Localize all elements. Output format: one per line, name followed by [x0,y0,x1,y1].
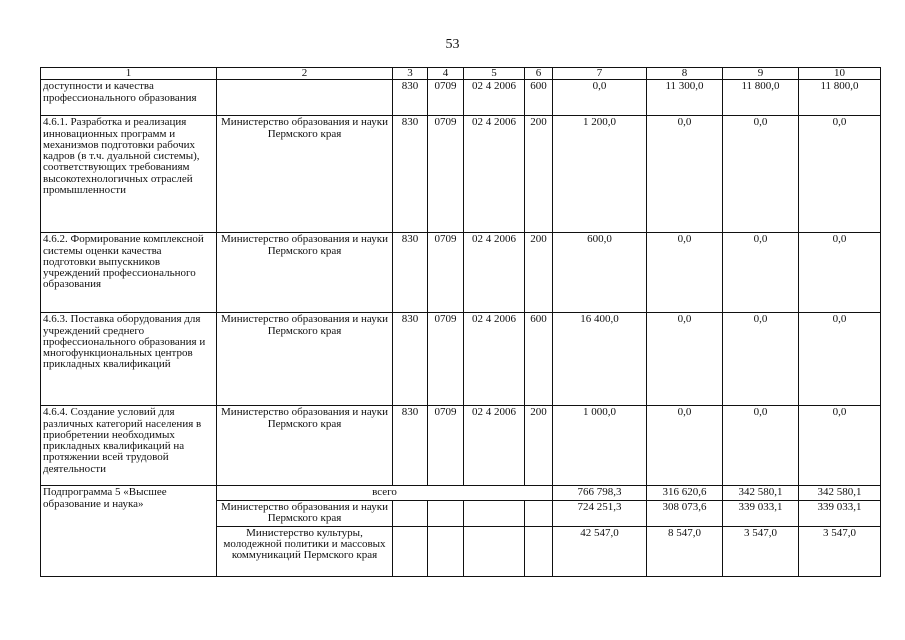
value-cell: 0,0 [647,313,723,406]
value-cell: 0,0 [723,406,799,486]
value-cell: 316 620,6 [647,486,723,500]
value-cell: 0,0 [799,233,881,313]
value-cell: 11 800,0 [799,80,881,116]
code-cell: 830 [393,233,428,313]
empty-cell [428,526,464,576]
ministry-cell: Министерство образования и науки Пермского края [217,233,393,313]
code-cell: 830 [393,116,428,233]
activity-name: 4.6.2. Формирование комплексной системы оценки качества подготовки выпускников учреждений профессионального образования [41,233,217,313]
value-cell: 11 300,0 [647,80,723,116]
ministry-cell: Министерство образования и науки Пермского края [217,313,393,406]
code-cell: 830 [393,406,428,486]
code-cell: 830 [393,313,428,406]
value-cell: 342 580,1 [799,486,881,500]
ministry-cell: Министерство образования и науки Пермского края [217,406,393,486]
empty-cell [525,526,553,576]
type-cell: 200 [525,406,553,486]
value-cell: 0,0 [723,116,799,233]
page-number: 53 [445,37,460,52]
subprogram-total-row [41,486,881,500]
value-cell: 0,0 [799,313,881,406]
column-header: 1 [41,68,217,80]
section-cell: 0709 [428,313,464,406]
column-header: 9 [723,68,799,80]
value-cell: 724 251,3 [553,500,647,526]
subprogram-row-label: всего [217,486,553,500]
column-number-row [41,68,881,80]
target-cell: 02 4 2006 [464,313,525,406]
value-cell: 0,0 [799,116,881,233]
column-header: 6 [525,68,553,80]
subprogram-name: Подпрограмма 5 «Высшее образование и наука» [41,486,217,576]
ministry-cell [217,80,393,116]
column-header: 5 [464,68,525,80]
column-header: 2 [217,68,393,80]
activity-name: 4.6.3. Поставка оборудования для учреждений среднего профессионального образования и многофункциональных центров прикладных квалификаций [41,313,217,406]
activity-name: доступности и качества профессионального образования [41,80,217,116]
budget-table [40,67,881,577]
section-cell: 0709 [428,116,464,233]
empty-cell [464,500,525,526]
section-cell: 0709 [428,406,464,486]
section-cell: 0709 [428,233,464,313]
value-cell: 0,0 [723,233,799,313]
value-cell: 0,0 [799,406,881,486]
value-cell: 600,0 [553,233,647,313]
value-cell: 0,0 [723,313,799,406]
value-cell: 339 033,1 [799,500,881,526]
value-cell: 8 547,0 [647,526,723,576]
activity-name: 4.6.1. Разработка и реализация инновационных программ и механизмов подготовки рабочих кадров (в т.ч. дуальной системы), соответствующих требованиям высокотехнологичных отраслей промышленности [41,116,217,233]
column-header: 10 [799,68,881,80]
table-row [41,233,881,313]
target-cell: 02 4 2006 [464,80,525,116]
type-cell: 600 [525,313,553,406]
target-cell: 02 4 2006 [464,406,525,486]
value-cell: 42 547,0 [553,526,647,576]
value-cell: 3 547,0 [723,526,799,576]
subprogram-row-label: Министерство культуры, молодежной политики и массовых коммуникаций Пермского края [217,526,393,576]
empty-cell [464,526,525,576]
value-cell: 1 200,0 [553,116,647,233]
value-cell: 0,0 [647,116,723,233]
table-row [41,406,881,486]
section-cell: 0709 [428,80,464,116]
ministry-cell: Министерство образования и науки Пермского края [217,116,393,233]
value-cell: 339 033,1 [723,500,799,526]
value-cell: 3 547,0 [799,526,881,576]
subprogram-row-label: Министерство образования и науки Пермского края [217,500,393,526]
type-cell: 200 [525,116,553,233]
code-cell: 830 [393,80,428,116]
empty-cell [525,500,553,526]
table-row [41,80,881,116]
type-cell: 200 [525,233,553,313]
table-row [41,116,881,233]
value-cell: 308 073,6 [647,500,723,526]
value-cell: 11 800,0 [723,80,799,116]
value-cell: 342 580,1 [723,486,799,500]
value-cell: 0,0 [647,406,723,486]
column-header: 4 [428,68,464,80]
value-cell: 1 000,0 [553,406,647,486]
empty-cell [428,500,464,526]
value-cell: 16 400,0 [553,313,647,406]
empty-cell [393,500,428,526]
table-row [41,313,881,406]
value-cell: 0,0 [553,80,647,116]
column-header: 3 [393,68,428,80]
activity-name: 4.6.4. Создание условий для различных категорий населения в приобретении необходимых прикладных квалификаций на протяжении всей трудовой деятельности [41,406,217,486]
column-header: 7 [553,68,647,80]
empty-cell [393,526,428,576]
value-cell: 766 798,3 [553,486,647,500]
column-header: 8 [647,68,723,80]
target-cell: 02 4 2006 [464,233,525,313]
value-cell: 0,0 [647,233,723,313]
type-cell: 600 [525,80,553,116]
target-cell: 02 4 2006 [464,116,525,233]
